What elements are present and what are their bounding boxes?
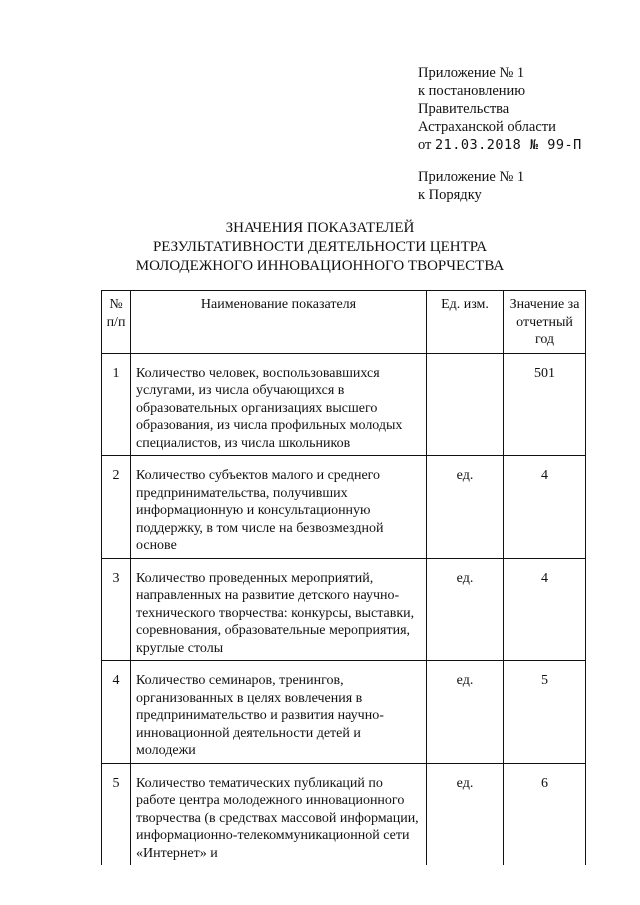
- title-line: МОЛОДЕЖНОГО ИННОВАЦИОННОГО ТВОРЧЕСТВА: [135, 258, 505, 274]
- row-value: 4: [504, 558, 586, 661]
- row-number: 4: [102, 661, 131, 764]
- title-line: РЕЗУЛЬТАТИВНОСТИ ДЕЯТЕЛЬНОСТИ ЦЕНТРА: [152, 239, 488, 255]
- header-unit: Ед. изм.: [427, 291, 504, 354]
- row-unit: ед.: [427, 763, 504, 865]
- table-row: [102, 456, 586, 559]
- title-line: ЗНАЧЕНИЯ ПОКАЗАТЕЛЕЙ: [225, 220, 415, 236]
- appendix-1-line: Правительства: [418, 101, 510, 117]
- appendix-1-date-line: [418, 136, 582, 154]
- header-indicator-name: Наименование показателя: [131, 291, 427, 354]
- table-row: [102, 558, 586, 661]
- table-header-row: [102, 291, 586, 354]
- appendix-2-line: Приложение № 1: [418, 169, 525, 185]
- header-value: Значение за отчетный год: [504, 291, 586, 354]
- table-row: [102, 661, 586, 764]
- appendix-1-line: Астраханской области: [418, 119, 556, 135]
- row-indicator-name: Количество семинаров, тренингов, организованных в целях вовлечения в предпринимательство и развития научно-инновационной деятельности детей и молодежи: [131, 661, 427, 764]
- appendix-1-line: к постановлению: [418, 83, 526, 99]
- row-indicator-name: Количество тематических публикаций по работе центра молодежного инновационного творчества (в средствах массовой информации, информационно-телекоммуникационной сети «Интернет» и: [131, 763, 427, 865]
- row-value: 501: [504, 353, 586, 456]
- table-row: [102, 763, 586, 865]
- row-indicator-name: Количество проведенных мероприятий, направленных на развитие детского научно-технического творчества: конкурсы, выставки, соревнования, образовательные мероприятия, круглые столы: [131, 558, 427, 661]
- row-unit: ед.: [427, 661, 504, 764]
- indicators-table: [101, 290, 586, 865]
- row-number: 2: [102, 456, 131, 559]
- row-unit: [427, 353, 504, 456]
- row-number: 1: [102, 353, 131, 456]
- row-number: 5: [102, 763, 131, 865]
- row-value: 4: [504, 456, 586, 559]
- appendix-2-line: к Порядку: [418, 187, 482, 203]
- document-title: [0, 219, 640, 276]
- row-unit: ед.: [427, 558, 504, 661]
- appendix-2-block: [418, 168, 524, 204]
- appendix-1-block: [418, 64, 582, 154]
- row-indicator-name: Количество человек, воспользовавшихся услугами, из числа обучающихся в образовательных организациях высшего образования, из числа профильных молодых специалистов, из числа школьников: [131, 353, 427, 456]
- row-indicator-name: Количество субъектов малого и среднего предпринимательства, получивших информационную и консультационную поддержку, в том числе на безвозмездной основе: [131, 456, 427, 559]
- row-value: 6: [504, 763, 586, 865]
- date-prefix: от: [418, 137, 432, 153]
- appendix-1-line: Приложение № 1: [418, 65, 525, 81]
- header-number: № п/п: [102, 291, 131, 354]
- row-number: 3: [102, 558, 131, 661]
- row-unit: ед.: [427, 456, 504, 559]
- row-value: 5: [504, 661, 586, 764]
- handwritten-date-number: 21.03.2018 № 99-П: [435, 137, 582, 153]
- table-row: [102, 353, 586, 456]
